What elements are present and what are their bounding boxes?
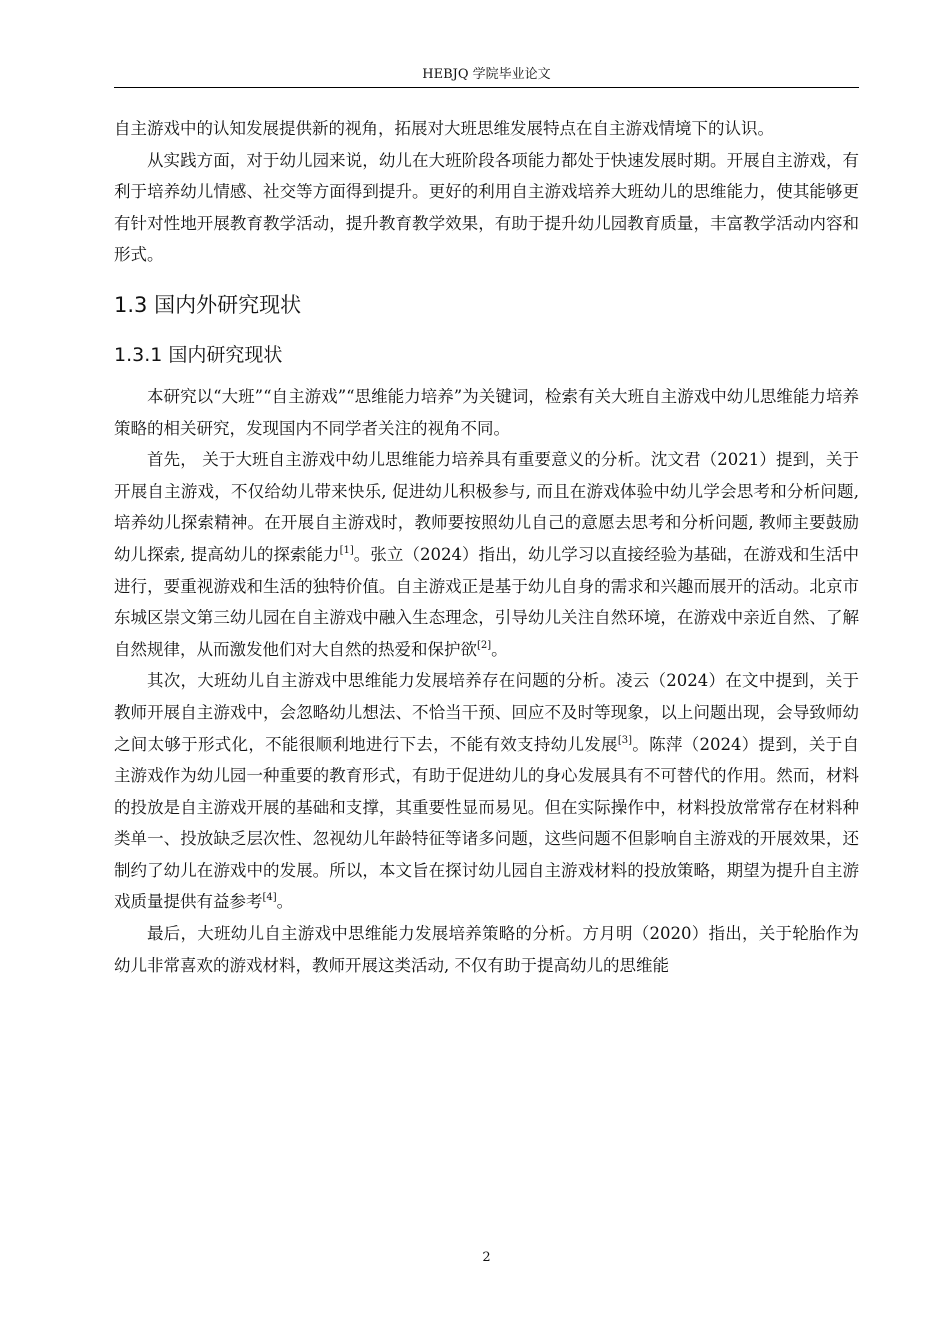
paragraph-text: 。 [491,639,508,659]
body-text [114,113,859,981]
paragraph-intro-continuation: 自主游戏中的认知发展提供新的视角，拓展对大班思维发展特点在自主游戏情境下的认识。 [114,119,774,138]
citation-4: [4] [262,892,277,904]
paragraph-strategy-analysis: 最后，大班幼儿自主游戏中思维能力发展培养策略的分析。方月明（2020）指出，关于轮胎作为幼儿非常喜欢的游戏材料，教师开展这类活动, 不仅有助于提高幼儿的思维能 [114,924,859,975]
paragraph-text: 。陈萍（2024）提到，关于自主游戏作为幼儿园一种重要的教育形式，有助于促进幼儿的身心发展具有不可替代的作用。然而，材料的投放是自主游戏开展的基础和支撑，其重要性显而易见。但在实际操作中，材料投放常常存在材料种类单一、投放缺乏层次性、忽视幼儿年龄特征等诸多问题，这些问题不但影响自主游戏的开展效果，还制约了幼儿在游戏中的发展。所以，本文旨在探讨幼儿园自主游戏材料的投放策略，期望为提升自主游戏质量提供有益参考 [114,734,859,912]
section-heading: 1.3 国内外研究现状 [114,292,302,317]
citation-3: [3] [617,734,632,746]
citation-2: [2] [477,639,492,651]
subsection-heading: 1.3.1 国内研究现状 [114,343,283,366]
page-number: 2 [482,1250,491,1265]
page-header: HEBJQ 学院毕业论文 [422,67,551,82]
paragraph-text: 首先， 关于大班自主游戏中幼儿思维能力培养具有重要意义的分析。沈文君（2021）提到，关于开展自主游戏，不仅给幼儿带来快乐, 促进幼儿积极参与, 而且在游戏体验中幼儿学会思考和分析问题, 培养幼儿探索精神。在开展自主游戏时，教师要按照幼儿自己的意愿去思考和分析问题, 教师主要鼓励幼儿探索, 提高幼儿的探索能力 [114,450,859,564]
paragraph-significance-analysis [114,444,859,665]
paragraph-text: 其次，大班幼儿自主游戏中思维能力发展培养存在问题的分析。凌云（2024）在文中提到，关于教师开展自主游戏中，会忽略幼儿想法、不恰当干预、回应不及时等现象，以上问题出现，会导致师幼之间太够于形式化，不能很顺利地进行下去，不能有效支持幼儿发展 [114,671,859,754]
paragraph-practical-significance: 从实践方面，对于幼儿园来说，幼儿在大班阶段各项能力都处于快速发展时期。开展自主游戏，有利于培养幼儿情感、社交等方面得到提升。更好的利用自主游戏培养大班幼儿的思维能力，使其能够更有针对性地开展教育教学活动，提升教育教学效果，有助于提升幼儿园教育质量，丰富教学活动内容和形式。 [114,150,859,265]
paragraph-text: 。张立（2024）指出，幼儿学习以直接经验为基础，在游戏和生活中进行，要重视游戏和生活的独特价值。自主游戏正是基于幼儿自身的需求和兴趣而展开的活动。北京市东城区崇文第三幼儿园在自主游戏中融入生态理念，引导幼儿关注自然环境，在游戏中亲近自然、了解自然规律，从而激发他们对大自然的热爱和保护欲 [114,544,859,659]
paragraph-research-scope: 本研究以“大班”“自主游戏”“思维能力培养”为关键词，检索有关大班自主游戏中幼儿思维能力培养策略的相关研究，发现国内不同学者关注的视角不同。 [114,386,859,438]
header-divider [114,87,859,88]
citation-1: [1] [339,544,354,556]
paragraph-text: 。 [276,892,294,912]
paragraph-problems-analysis [114,665,859,918]
